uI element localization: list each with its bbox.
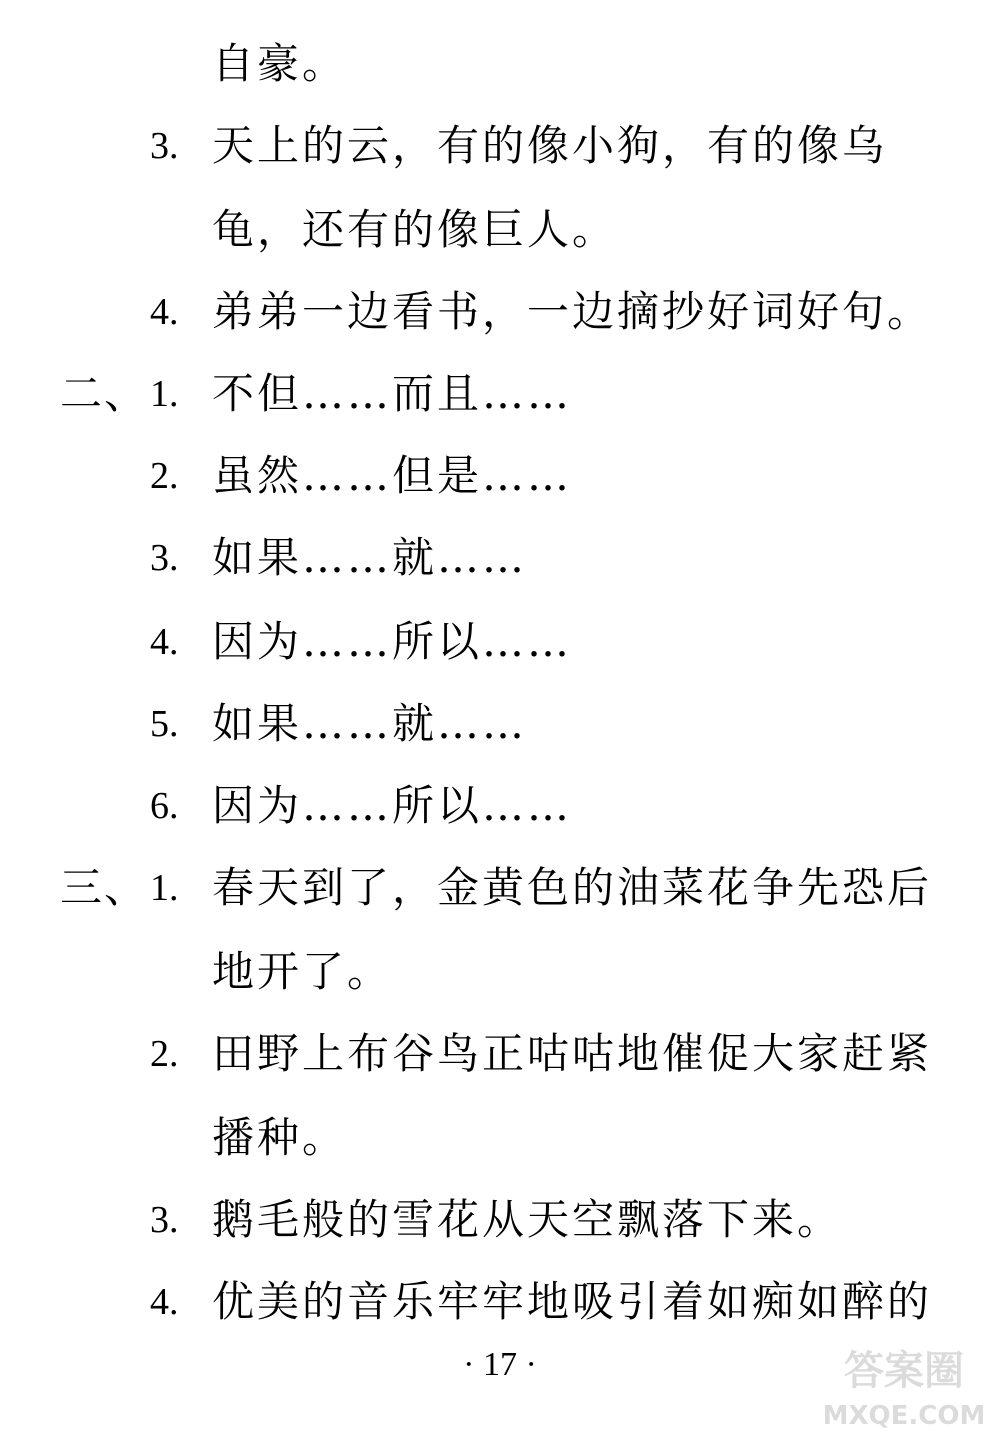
answer-text: 因为……所以…… <box>212 617 573 666</box>
item-number: 6. <box>150 785 179 827</box>
item-number: 3. <box>150 125 179 167</box>
answer-line <box>0 694 1000 754</box>
answer-line <box>0 1272 1000 1332</box>
answer-line <box>0 1108 1000 1168</box>
answer-line <box>0 1190 1000 1250</box>
answer-line <box>0 1024 1000 1084</box>
answer-line <box>0 34 1000 94</box>
answer-text: 春天到了，金黄色的油菜花争先恐后 <box>212 863 933 912</box>
item-number: 5. <box>150 703 179 745</box>
answer-line <box>0 200 1000 260</box>
answer-text: 天上的云，有的像小狗，有的像乌 <box>212 121 888 170</box>
answer-line <box>0 776 1000 836</box>
section-label: 二、 <box>60 369 149 418</box>
answer-text: 自豪。 <box>212 39 348 88</box>
watermark-logo <box>818 1338 990 1434</box>
answer-text: 鹅毛般的雪花从天空飘落下来。 <box>212 1195 843 1244</box>
page-number: · 17 · <box>463 1346 537 1383</box>
answer-text: 弟弟一边看书，一边摘抄好词好句。 <box>212 287 933 336</box>
answer-line <box>0 942 1000 1002</box>
item-number: 3. <box>150 537 179 579</box>
item-number: 4. <box>150 1281 179 1323</box>
item-number: 4. <box>150 621 179 663</box>
answer-line <box>0 858 1000 918</box>
answer-text: 不但……而且…… <box>212 369 573 418</box>
item-number: 3. <box>150 1199 179 1241</box>
answer-text: 田野上布谷鸟正咕咕地催促大家赶紧 <box>212 1029 933 1078</box>
section-label: 三、 <box>60 863 149 912</box>
answer-text: 地开了。 <box>212 947 393 996</box>
answer-line <box>0 282 1000 342</box>
answer-line <box>0 364 1000 424</box>
answer-line <box>0 446 1000 506</box>
item-number: 2. <box>150 455 179 497</box>
answer-text: 虽然……但是…… <box>212 451 573 500</box>
answer-text: 播种。 <box>212 1113 348 1162</box>
answer-text: 如果……就…… <box>212 533 528 582</box>
answer-line <box>0 612 1000 672</box>
item-number: 4. <box>150 291 179 333</box>
answer-line <box>0 116 1000 176</box>
watermark-text-top: 答案圈 <box>844 1348 964 1394</box>
answer-text: 如果……就…… <box>212 699 528 748</box>
watermark-text-bottom: MXQE.COM <box>822 1401 986 1431</box>
item-number: 2. <box>150 1033 179 1075</box>
item-number: 1. <box>150 373 179 415</box>
answer-line <box>0 528 1000 588</box>
answer-text: 优美的音乐牢牢地吸引着如痴如醉的 <box>212 1277 933 1326</box>
answer-text: 龟，还有的像巨人。 <box>212 205 618 254</box>
item-number: 1. <box>150 867 179 909</box>
answer-text: 因为……所以…… <box>212 781 573 830</box>
